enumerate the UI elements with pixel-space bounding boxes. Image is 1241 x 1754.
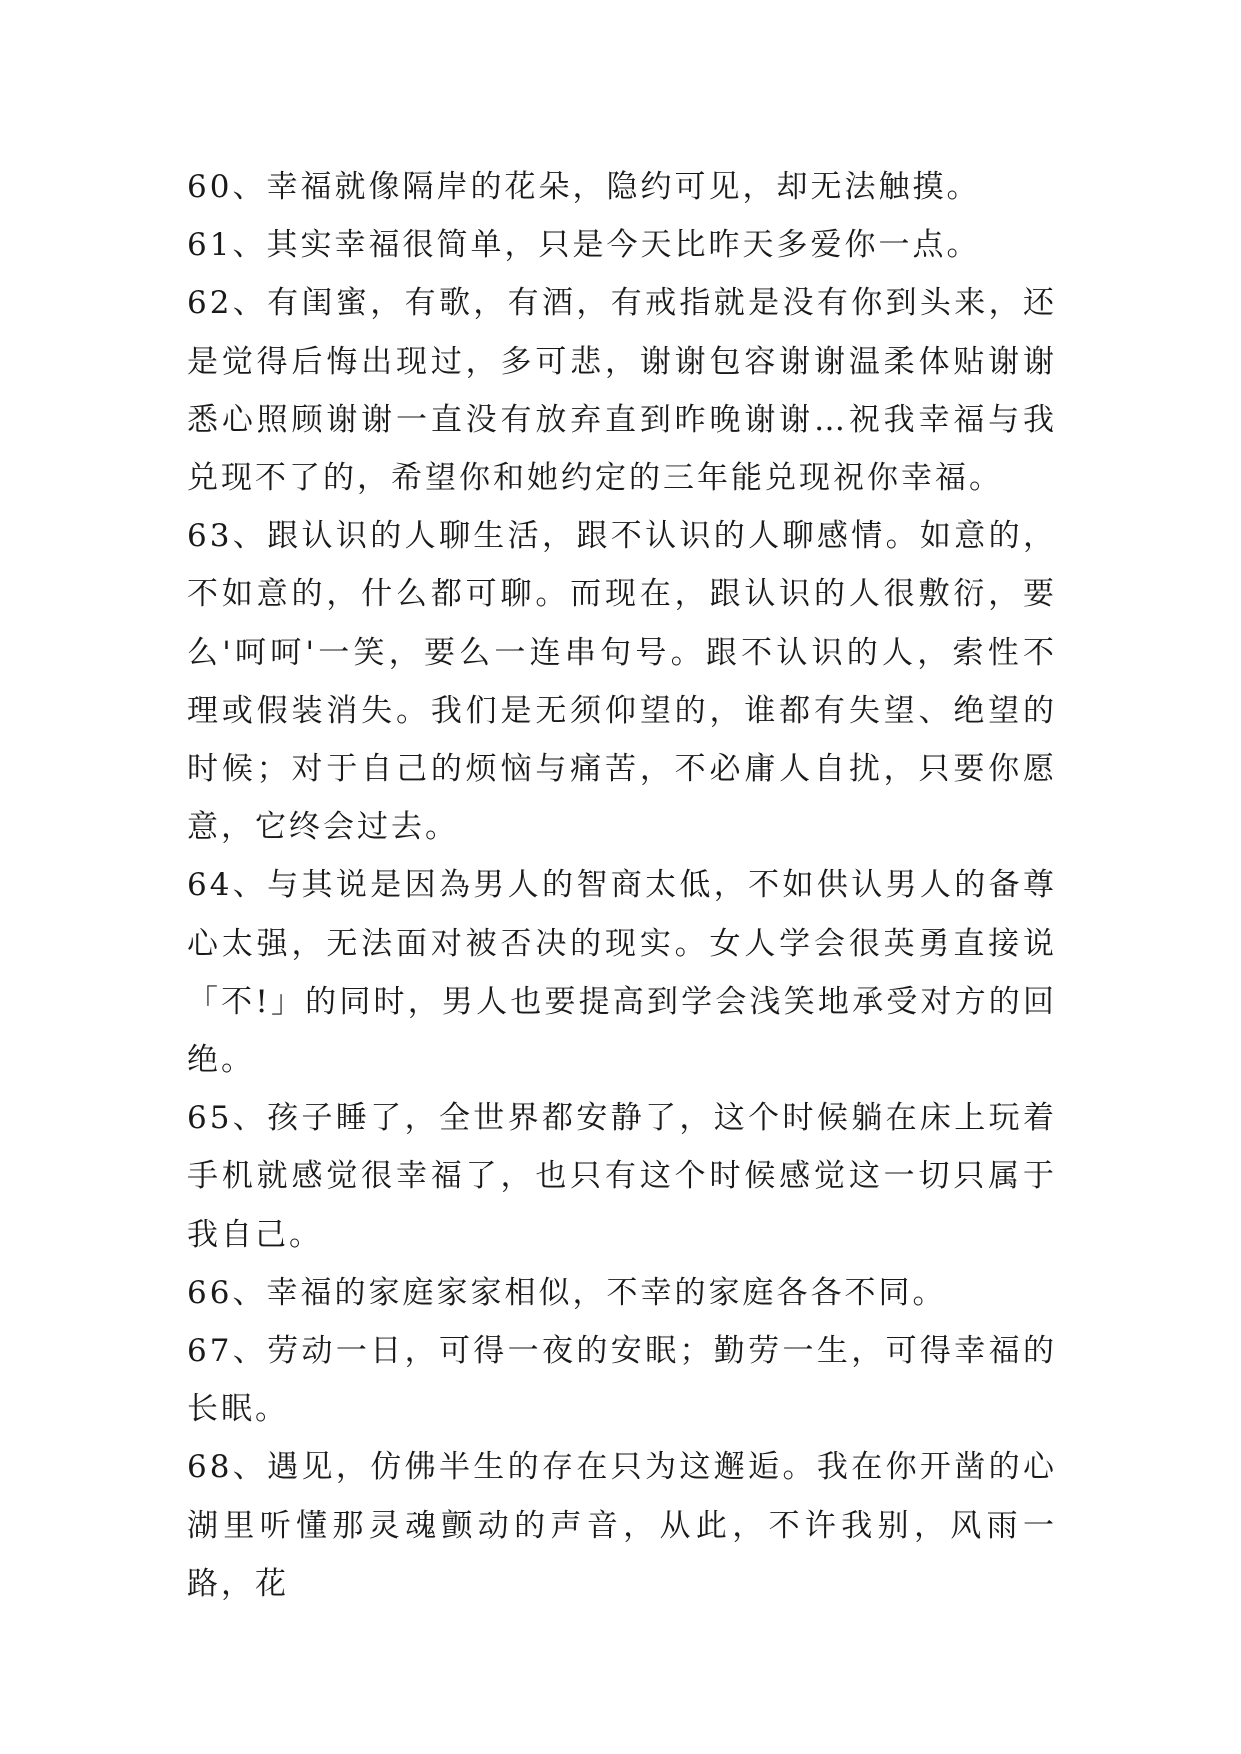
paragraph-64: 64、与其说是因為男人的智商太低，不如供认男人的备尊心太强，无法面对被否决的现实。女人学会很英勇直接说「不!」的同时，男人也要提高到学会浅笑地承受对方的回绝。: [187, 867, 1057, 1079]
paragraph-65: 65、孩子睡了，全世界都安静了，这个时候躺在床上玩着手机就感觉很幸福了，也只有这个时候感觉这一切只属于我自己。: [187, 1100, 1057, 1253]
paragraph-63: 63、跟认识的人聊生活，跟不认识的人聊感情。如意的，不如意的，什么都可聊。而现在，跟认识的人很敷衍，要么'呵呵'一笑，要么一连串句号。跟不认识的人，索性不理或假装消失。我们是无须仰望的，谁都有失望、绝望的时候；对于自己的烦恼与痛苦，不必庸人自扰，只要你愿意，它终会过去。: [187, 518, 1057, 846]
paragraph-60: 60、幸福就像隔岸的花朵，隐约可见，却无法触摸。: [187, 169, 981, 205]
paragraph-67: 67、劳动一日，可得一夜的安眠；勤劳一生，可得幸福的长眠。: [187, 1333, 1057, 1428]
paragraph-66: 66、幸福的家庭家家相似，不幸的家庭各各不同。: [187, 1274, 947, 1311]
document-body: [187, 158, 1057, 1613]
paragraph-68: 68、遇见，仿佛半生的存在只为这邂逅。我在你开凿的心湖里听懂那灵魂颤动的声音，从此，不许我别，风雨一路，花: [187, 1449, 1057, 1602]
paragraph-61: 61、其实幸福很简单，只是今天比昨天多爱你一点。: [187, 227, 981, 264]
paragraph-62: 62、有闺蜜，有歌，有酒，有戒指就是没有你到头来，还是觉得后悔出现过，多可悲，谢谢包容谢谢温柔体贴谢谢悉心照顾谢谢一直没有放弃直到昨晚谢谢…祝我幸福与我兑现不了的，希望你和她约定的三年能兑现祝你幸福。: [187, 285, 1057, 497]
